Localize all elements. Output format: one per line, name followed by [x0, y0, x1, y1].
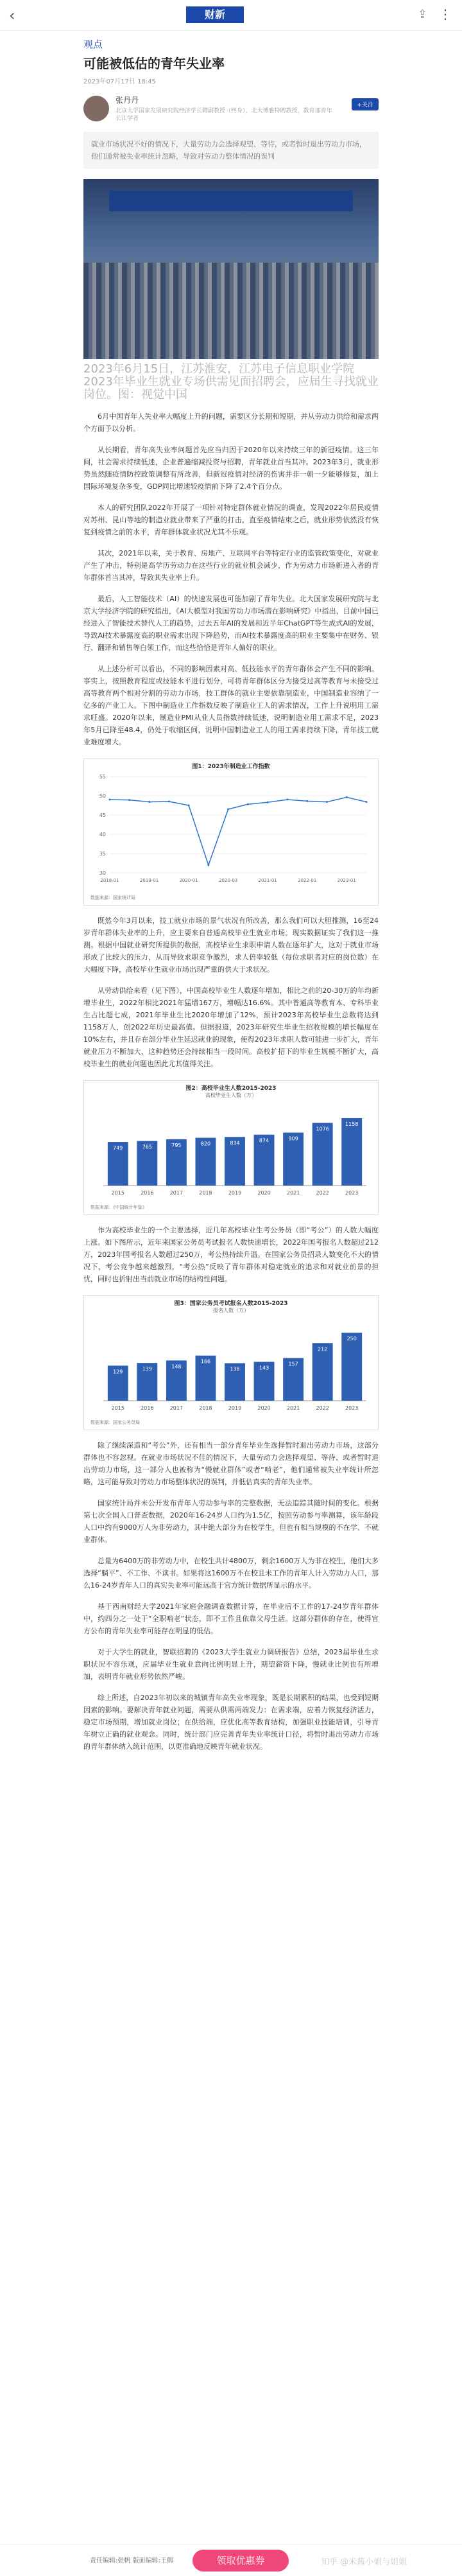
photo-crowd: [83, 263, 379, 359]
paragraph: 最后，人工智能技术（AI）的快速发展也可能加剧了青年失业。北大国家发展研究院与北京大学经济学院的研究指出，《AI大模型对我国劳动力市场潜在影响研究》中指出，目前中国已经进入了智能技术替代人工的趋势，过去五年AI的发展和近半年ChatGPT等生成式AI的发展，导致AI技术暴露度高的职业需求出现下降趋势，而AI技术暴露度高的职业主要集中在财务、银行、翻译和销售等白领工作，而这些恰恰是青年人偏好的职业。: [83, 595, 379, 652]
data-label: 749: [113, 1145, 123, 1152]
article: [0, 37, 462, 1753]
data-point: [188, 805, 190, 807]
x-tick-label: 2018-01: [100, 878, 119, 883]
x-tick-label: 2017: [169, 1190, 184, 1196]
x-tick-label: 2021-01: [258, 878, 277, 883]
caixin-logo[interactable]: 财新: [186, 6, 244, 23]
share-icon[interactable]: ⇪: [417, 8, 427, 21]
bar: [312, 1123, 333, 1186]
figure-3-chart: [84, 1314, 378, 1417]
figure-2-source: 数据来源：《中国统计年鉴》: [90, 1205, 147, 1210]
x-tick-label: 2023: [345, 1405, 359, 1411]
paragraph: 总量为6400万的非劳动力中，在校生共计4800万，剩余1600万人为非在校生，他们大多选择“躺平”、不工作、不读书。如果将这1600万不在校且未工作的青年人计入劳动力人口，那么16-24岁青年人口的真实失业率可能远高于官方统计数据所显示的水平。: [83, 1557, 379, 1590]
data-point: [109, 799, 111, 801]
paragraph: 其次，2021年以来，关于教育、房地产、互联网平台等特定行业的监管政策变化，对就业产生了冲击，特别是高学历劳动力在这些行业的就业机会减少，作为劳动力市场新进入者的青年群体首当其冲，导致其失业率上升。: [83, 549, 379, 582]
paragraph: 从长期看，青年高失业率问题首先应当归因于2020年以来持续三年的新冠疫情。这三年间，社会需求持续低迷，企业普遍缩减投资与招聘，青年就业首当其冲。2023年3月，就业形势虽然随疫情防控政策调整有所改善，但新冠疫情对经济的伤害并非一朝一夕能够修复，加上国际环境复杂多变，GDP同比增速较疫情前下降了2.4个百分点。: [83, 446, 379, 491]
data-point: [148, 801, 150, 803]
paragraph: 既然今年3月以来，技工就业市场的景气状况有所改善，那么我们可以大胆推测，16至24岁青年群体失业率的上升，应主要来自普通高校毕业生就业市场。现实数据证实了我们这一推测。根据中国就业研究所提供的数据，高校毕业生求职申请人数在逐年扩大，这对于就业市场形成了比较大的压力，从而导致求职竞争激烈，求人倍率较低（每位求职者对应的岗位数）在大幅度下降，高校毕业生就业市场出现严重的供大于求状况。: [83, 916, 379, 974]
data-label: 166: [200, 1358, 211, 1365]
data-label: 139: [142, 1366, 152, 1372]
article-date: 2023年07月17日 18:45: [83, 78, 156, 85]
figure-1-title: 图1：2023年制造业工作指数: [192, 764, 270, 770]
data-point: [267, 802, 269, 803]
data-label: 129: [113, 1369, 123, 1375]
figure-3: [83, 1295, 379, 1430]
paragraph: 基于西南财经大学2021年家庭金融调查数据计算，在毕业后不工作的17-24岁青年群体中，约四分之一处于“全职啃老”状态，即不工作且依靠父母生活。这部分群体的存在，使得官方公布的青年失业率可能存在明显的低估。: [83, 1602, 379, 1635]
data-point: [247, 803, 249, 805]
data-point: [346, 796, 348, 798]
figure-2: [83, 1080, 379, 1215]
back-icon[interactable]: ‹: [9, 6, 15, 24]
series-line: [110, 797, 366, 865]
paragraph: 国家统计局并未公开发布青年人劳动参与率的完整数据，无法追踪其随时间的变化。根据第七次全国人口普查数据，2020年16-24岁人口约为1.5亿，按照劳动参与率测算，该年龄段人口中约有9000万人为非劳动力，其中绝大部分为在校学生，但也有相当规模的不在学、不就业群体。: [83, 1499, 379, 1544]
data-point: [207, 864, 209, 866]
article-title: 可能被低估的青年失业率: [83, 56, 225, 71]
paragraph: 从上述分析可以看出，不同的影响因素对高、低技能水平的青年群体会产生不同的影响。事实上，按照教育程度或技能水平进行划分，可将青年群体区分为接受过高等教育与未接受过高等教育两个相对分割的劳动力市场，技工群体的就业主要依靠制造业，中国制造业容纳了一亿多的产业工人。下图中制造业工作指数反映了制造业工人的需求情况，工作上升说明用工需求旺盛。2020年以来，制造业PMI从业人员指数持续低迷，说明制造业用工需求不足，2023年5月已降至48.4，仍处于收缩区间，说明中国制造业工人的用工需求持续下降，青年技工就业难度增大。: [83, 665, 379, 746]
author-block: [83, 94, 379, 123]
data-point: [227, 809, 229, 810]
data-label: 765: [142, 1144, 152, 1150]
article-summary: 就业市场状况不好的情况下，大量劳动力会选择观望、等待，或者暂时退出劳动力市场，他们通常被失业率统计忽略，导致对劳动力整体情况的误判: [83, 132, 379, 169]
x-tick-label: 2020: [257, 1190, 271, 1196]
x-tick-label: 2023: [345, 1190, 359, 1196]
data-point: [366, 801, 368, 803]
y-tick-label: 35: [99, 851, 106, 857]
figure-1: [83, 758, 379, 906]
figure-2-subtitle: 高校毕业生人数（万）: [205, 1092, 257, 1098]
x-tick-label: 2022-01: [298, 878, 317, 883]
x-tick-label: 2020-01: [179, 878, 198, 883]
bottom-bar: [0, 2544, 462, 2576]
data-point: [168, 801, 170, 803]
x-tick-label: 2019: [228, 1190, 242, 1196]
data-label: 834: [230, 1140, 240, 1146]
paragraph: 从劳动供给来看（见下图），中国高校毕业生人数逐年增加，相比之前的20-30万的年均新增毕业生，2022年相比2021年猛增167万，增幅达16.6%。其中普通高等教育本、专科毕业生占比超七成，2021年毕业生比2020年增加了12%，预计2023年高校毕业生总数将达到1158万人，创2022年历史最高值。但据报道，2023年研究生毕业生招收规模的增长幅度在10%左右，并且存在部分毕业生延迟就业的现象，使得2023年求职人数可能进一步扩大，青年就业压力不断加大，这种趋势还会持续相当一段时间。高校扩招下的毕业生规模不断扩大，高校毕业生的就业问题也因此尤其值得关注。: [83, 986, 379, 1068]
data-label: 820: [200, 1141, 211, 1147]
x-tick-label: 2018: [199, 1405, 212, 1411]
bar: [341, 1118, 362, 1186]
paragraph: 本人的研究团队2022年开展了一项针对特定群体就业情况的调查，发现2022年居民疫情对苏州、昆山等地的制造业就业带来了严重的打击，直至疫情结束之后，就业形势依然没有恢复到疫情之前的水平，青年群体就业状况尤其不乐观。: [83, 504, 379, 536]
paragraph: 6月中国青年人失业率大幅度上升的问题，需要区分长期和短期，并从劳动力供给和需求两个方面予以分析。: [83, 412, 379, 433]
paragraph: 对于大学生的就业，智联招聘的《2023大学生就业力调研报告》总结，2023届毕业生求职状况不容乐观，应届毕业生就业意向比例明显上升，期望薪资下降，慢就业比例也有所增加，表明青年就业形势依然严峻。: [83, 1648, 379, 1681]
data-label: 143: [259, 1365, 270, 1371]
top-bar: [0, 0, 462, 31]
figure-1-chart: [84, 770, 378, 892]
data-label: 1158: [345, 1121, 359, 1127]
x-tick-label: 2015: [111, 1190, 124, 1196]
data-label: 157: [288, 1361, 298, 1367]
y-tick-label: 45: [99, 812, 106, 818]
x-tick-label: 2017: [169, 1405, 184, 1411]
figure-3-subtitle: 报名人数（万）: [213, 1308, 249, 1313]
x-tick-label: 2019: [228, 1405, 242, 1411]
x-tick-label: 2018: [199, 1190, 212, 1196]
figure-3-title: 图3：国家公务员考试报名人数2015-2023: [174, 1301, 288, 1307]
news-photo: [83, 179, 379, 359]
x-tick-label: 2019-01: [139, 878, 159, 883]
paragraph: 除了继续深造和“考公”外，还有相当一部分青年毕业生选择暂时退出劳动力市场，这部分群体也不容忽视。在就业市场状况不佳的情况下，大量劳动力会选择观望、等待、或者暂时退出劳动力市场，这一部分人也被称为“慢就业群体”或者“啃老”，他们通常被失业率统计所忽略，这可能导致对劳动力市场整体状况的误判，并低估真实的青年失业率。: [83, 1441, 379, 1486]
paragraph: 作为高校毕业生的一个主要选择，近几年高校毕业生考公务员（即“考公”）的人数大幅度上涨。如下图所示，近年来国家公务员考试报名人数快速增长，2022年国考报名人数超过212万，2023年国考报名人数超过250万，考公热持续升温。在国家公务员招录人数变化不大的情况下，考公竞争越来越激烈，“考公热”反映了青年群体对稳定就业的追求和对就业前景的担忧，同时也折射出当前就业市场的结构性问题。: [83, 1226, 379, 1283]
y-tick-label: 55: [99, 774, 106, 780]
watermark: 知乎 @米酱小姐与姐姐: [321, 2557, 407, 2567]
data-label: 1076: [316, 1126, 329, 1132]
data-point: [128, 799, 130, 801]
data-point: [306, 800, 308, 802]
data-point: [286, 799, 288, 801]
y-tick-label: 40: [99, 832, 106, 837]
y-tick-label: 30: [99, 870, 106, 876]
data-label: 212: [318, 1346, 328, 1353]
data-label: 795: [171, 1142, 182, 1148]
coupon-button[interactable]: 领取优惠券: [193, 2550, 289, 2572]
photo-caption: 2023年6月15日，江苏淮安，江苏电子信息职业学院2023年毕业生就业专场供需见面招聘会，应届生寻找就业岗位。图：视觉中国: [83, 362, 379, 401]
author-name[interactable]: 张丹丹: [116, 96, 139, 105]
x-tick-label: 2023-01: [337, 878, 356, 883]
data-label: 148: [171, 1363, 182, 1370]
follow-button[interactable]: +关注: [352, 98, 379, 110]
data-label: 909: [288, 1135, 298, 1142]
x-tick-label: 2021: [286, 1405, 300, 1411]
x-tick-label: 2016: [141, 1190, 154, 1196]
x-tick-label: 2022: [316, 1405, 329, 1411]
data-label: 138: [230, 1366, 240, 1372]
paragraph: 综上所述，自2023年初以来的城镇青年高失业率现象，既是长期累积的结果，也受到短期因素的影响。要解决青年就业问题，需要从供需两端发力：在需求端，应着力恢复经济活力，稳定市场预期，增加就业岗位；在供给端，应优化高等教育结构，加强职业技能培训，引导青年树立正确的就业观念。同时，统计部门应完善青年失业率统计口径，将暂时退出劳动力市场的青年群体纳入统计范围，以更准确地反映青年就业状况。: [83, 1694, 379, 1751]
editor-credit: 责任编辑:张帆 版面编辑:王鹤: [90, 2557, 173, 2564]
avatar[interactable]: [83, 96, 109, 121]
x-tick-label: 2022: [316, 1190, 329, 1196]
x-tick-label: 2016: [141, 1405, 154, 1411]
photo-banner: [109, 191, 353, 211]
figure-2-chart: [84, 1099, 378, 1202]
x-tick-label: 2020: [257, 1405, 271, 1411]
x-tick-label: 2015: [111, 1405, 124, 1411]
column-label[interactable]: 观点: [83, 39, 103, 50]
figure-3-source: 数据来源：国家公务员局: [90, 1420, 140, 1425]
data-label: 250: [346, 1336, 357, 1342]
bar: [341, 1333, 362, 1401]
figure-2-title: 图2：高校毕业生人数2015-2023: [185, 1085, 277, 1092]
figure-1-source: 数据来源：国家统计局: [90, 895, 135, 900]
data-point: [326, 801, 328, 803]
more-icon[interactable]: ⋮: [439, 6, 452, 22]
data-label: 874: [259, 1137, 270, 1144]
y-tick-label: 50: [99, 793, 106, 799]
x-tick-label: 2021: [286, 1190, 300, 1196]
x-tick-label: 2020-03: [218, 878, 238, 883]
author-bio: 北京大学国家发展研究院经济学长聘副教授（终身），北大博雅特聘教授，教育部青年长江学者: [116, 108, 332, 122]
